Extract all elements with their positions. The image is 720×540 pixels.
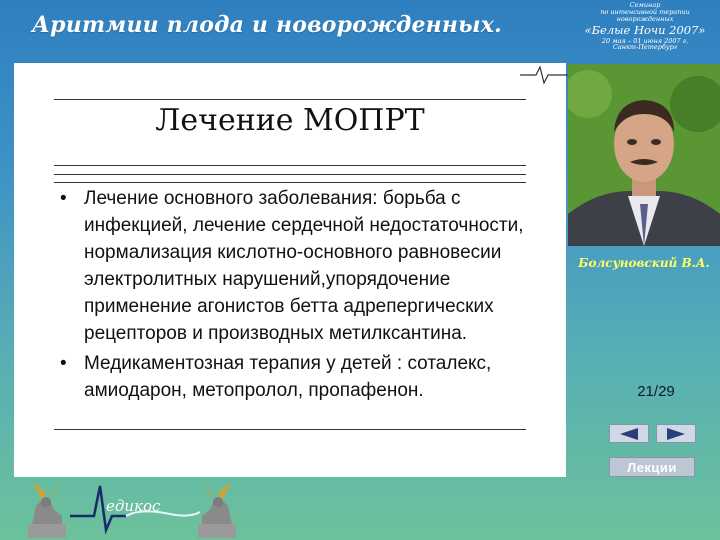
conference-line-3: новорожденных [616,14,674,23]
lectures-button[interactable]: Лекции [609,457,695,477]
presenter-photo [568,64,720,246]
conference-name: «Белые Ночи 2007» [584,23,706,38]
content-bottom-rule [54,429,526,430]
conference-info [572,2,718,51]
conference-dates: 20 мая – 01 июня 2007 г. [601,36,689,45]
bullet-item: • Медикаментозная терапия у детей : соталекс, амиодарон, метопролол, пропафенон. [60,353,492,401]
page-counter: 21/29 [637,383,675,400]
arrow-right-icon [665,428,687,440]
title-bottom-rule [54,165,526,166]
logo-text: едикос [106,497,161,515]
bullet-list [56,185,536,407]
conference-line-1: Семинар [629,1,661,9]
title-bottom-rule-3 [54,182,526,183]
conference-line-2: по интенсивной терапии [600,7,690,16]
bullet-text: Лечение основного заболевания: борьба с инфекцией, лечение сердечной недостаточности, нормализация кислотно-основного равновесии электролитных нарушений,упорядочение применение агонистов бетта адрепергических рецепторов и производных метилксантина. [84,188,524,344]
next-slide-button[interactable] [656,424,696,443]
bullet-text: Медикаментозная терапия у детей : соталекс, амиодарон, метопролол, пропафенон. [84,353,492,401]
bullet-item: • Лечение основного заболевания: борьба с инфекцией, лечение сердечной недостаточности, нормализация кислотно-основного равновесии электролитных нарушений,упорядочение применение агонистов бетта адрепергических рецепторов и производных метилксантина. [60,188,524,344]
presenter-name: Болсуновский В.А. [578,256,710,270]
arrow-left-icon [618,428,640,440]
previous-slide-button[interactable] [609,424,649,443]
heartbeat-icon [520,64,568,86]
slide-title: Лечение МОПРТ [155,103,425,138]
sphinx-left-icon [22,476,72,540]
presentation-title: Аритмии плода и новорожденных. [32,12,502,38]
title-bottom-rule-2 [54,174,526,175]
slide-content [14,63,566,477]
title-top-rule [54,99,526,100]
conference-city: Санкт-Петербург [612,43,678,52]
